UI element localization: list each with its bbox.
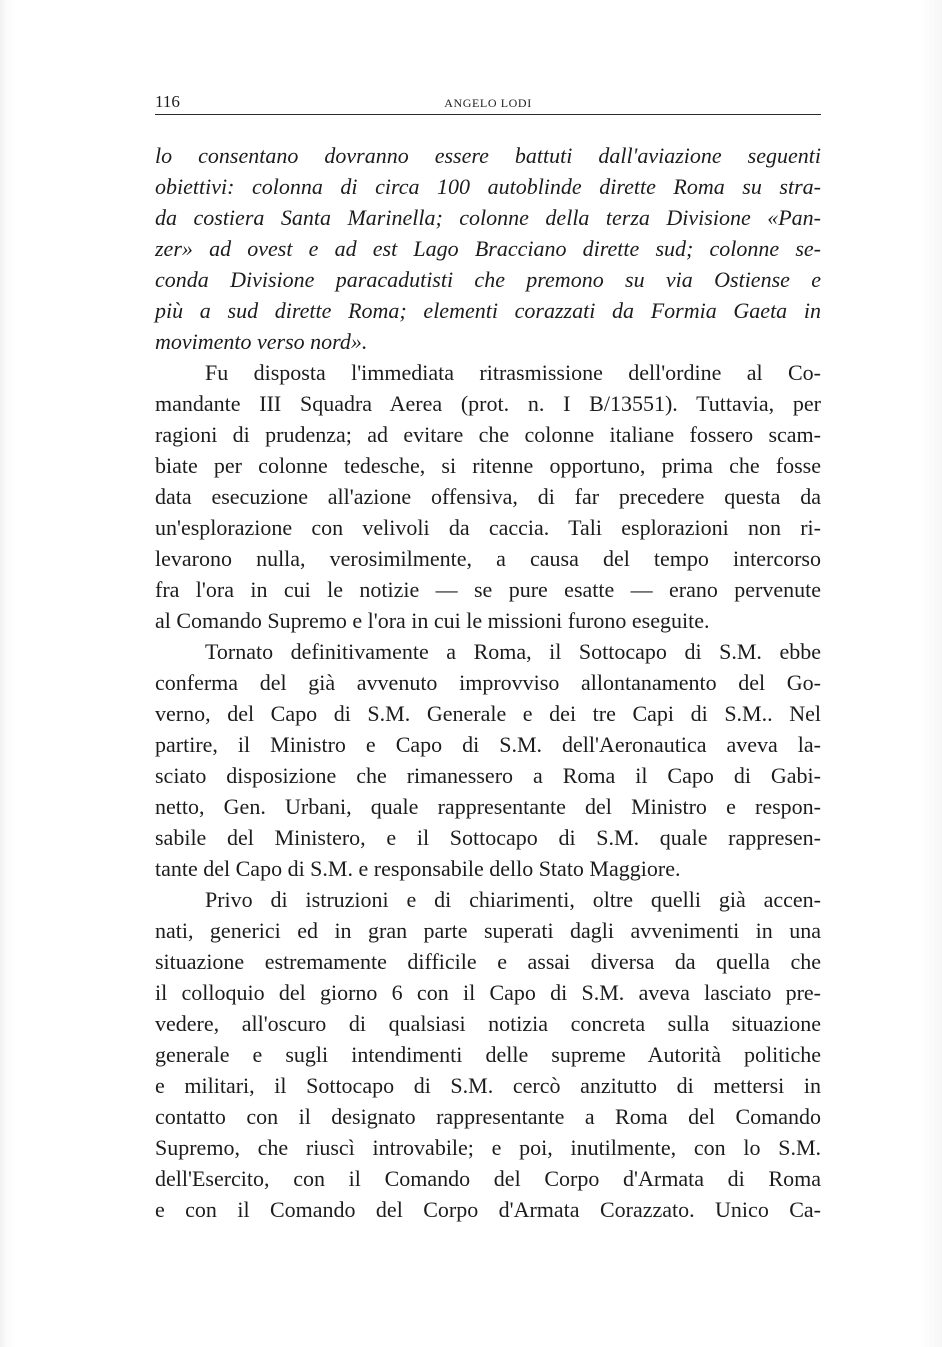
- quote-line: movimento verso nord».: [155, 329, 368, 354]
- page-number: 116: [155, 92, 180, 111]
- running-author: ANGELO LODI: [444, 96, 532, 110]
- quote-line: obiettivi: colonna di circa 100 autoblinde dirette Roma su stra-: [155, 174, 821, 199]
- text-line: Privo di istruzioni e di chiarimenti, oltre quelli già accen-: [205, 887, 821, 912]
- text-line: un'esplorazione con velivoli da caccia. Tali esplorazioni non ri-: [155, 515, 821, 540]
- paragraph-1: [155, 357, 821, 636]
- text-line: il colloquio del giorno 6 con il Capo di S.M. aveva lasciato pre-: [155, 980, 821, 1005]
- text-line: sciato disposizione che rimanessero a Roma il Capo di Gabi-: [155, 763, 821, 788]
- text-line: e militari, il Sottocapo di S.M. cercò anzitutto di mettersi in: [155, 1073, 821, 1098]
- italic-quote: [155, 140, 821, 357]
- body-text: [155, 140, 821, 1225]
- quote-line: più a sud dirette Roma; elementi corazzati da Formia Gaeta in: [155, 298, 821, 323]
- text-line: dell'Esercito, con il Comando del Corpo d'Armata di Roma: [155, 1166, 821, 1191]
- text-line: tante del Capo di S.M. e responsabile dello Stato Maggiore.: [155, 856, 681, 881]
- paragraph-3: [155, 884, 821, 1225]
- text-line: nati, generici ed in gran parte superati dagli avvenimenti in una: [155, 918, 821, 943]
- text-line: situazione estremamente difficile e assai diversa da quella che: [155, 949, 821, 974]
- text-line: Supremo, che riuscì introvabile; e poi, inutilmente, con lo S.M.: [155, 1135, 821, 1160]
- text-line: Tornato definitivamente a Roma, il Sottocapo di S.M. ebbe: [205, 639, 821, 664]
- paragraph-2: [155, 636, 821, 884]
- text-line: contatto con il designato rappresentante a Roma del Comando: [155, 1104, 821, 1129]
- text-line: conferma del già avvenuto improvviso allontanamento del Go-: [155, 670, 821, 695]
- text-line: ragioni di prudenza; ad evitare che colonne italiane fossero scam-: [155, 422, 821, 447]
- text-line: generale e sugli intendimenti delle supreme Autorità politiche: [155, 1042, 821, 1067]
- text-line: mandante III Squadra Aerea (prot. n. I B/13551). Tuttavia, per: [155, 391, 821, 416]
- text-line: partire, il Ministro e Capo di S.M. dell'Aeronautica aveva la-: [155, 732, 821, 757]
- quote-line: zer» ad ovest e ad est Lago Bracciano dirette sud; colonne se-: [155, 236, 821, 261]
- text-line: netto, Gen. Urbani, quale rappresentante del Ministro e respon-: [155, 794, 821, 819]
- quote-line: conda Divisione paracadutisti che premono su via Ostiense e: [155, 267, 821, 292]
- quote-line: lo consentano dovranno essere battuti dall'aviazione seguenti: [155, 143, 821, 168]
- text-line: data esecuzione all'azione offensiva, di far precedere questa da: [155, 484, 821, 509]
- text-line: biate per colonne tedesche, si ritenne opportuno, prima che fosse: [155, 453, 821, 478]
- text-line: verno, del Capo di S.M. Generale e dei tre Capi di S.M.. Nel: [155, 701, 821, 726]
- text-line: vedere, all'oscuro di qualsiasi notizia concreta sulla situazione: [155, 1011, 821, 1036]
- text-line: sabile del Ministero, e il Sottocapo di S.M. quale rappresen-: [155, 825, 821, 850]
- running-header: [155, 92, 821, 115]
- text-line: al Comando Supremo e l'ora in cui le missioni furono eseguite.: [155, 608, 710, 633]
- quote-line: da costiera Santa Marinella; colonne della terza Divisione «Pan-: [155, 205, 821, 230]
- text-line: Fu disposta l'immediata ritrasmissione dell'ordine al Co-: [205, 360, 821, 385]
- text-line: levarono nulla, verosimilmente, a causa del tempo intercorso: [155, 546, 821, 571]
- text-line: fra l'ora in cui le notizie — se pure esatte — erano pervenute: [155, 577, 821, 602]
- text-line: e con il Comando del Corpo d'Armata Corazzato. Unico Ca-: [155, 1197, 821, 1222]
